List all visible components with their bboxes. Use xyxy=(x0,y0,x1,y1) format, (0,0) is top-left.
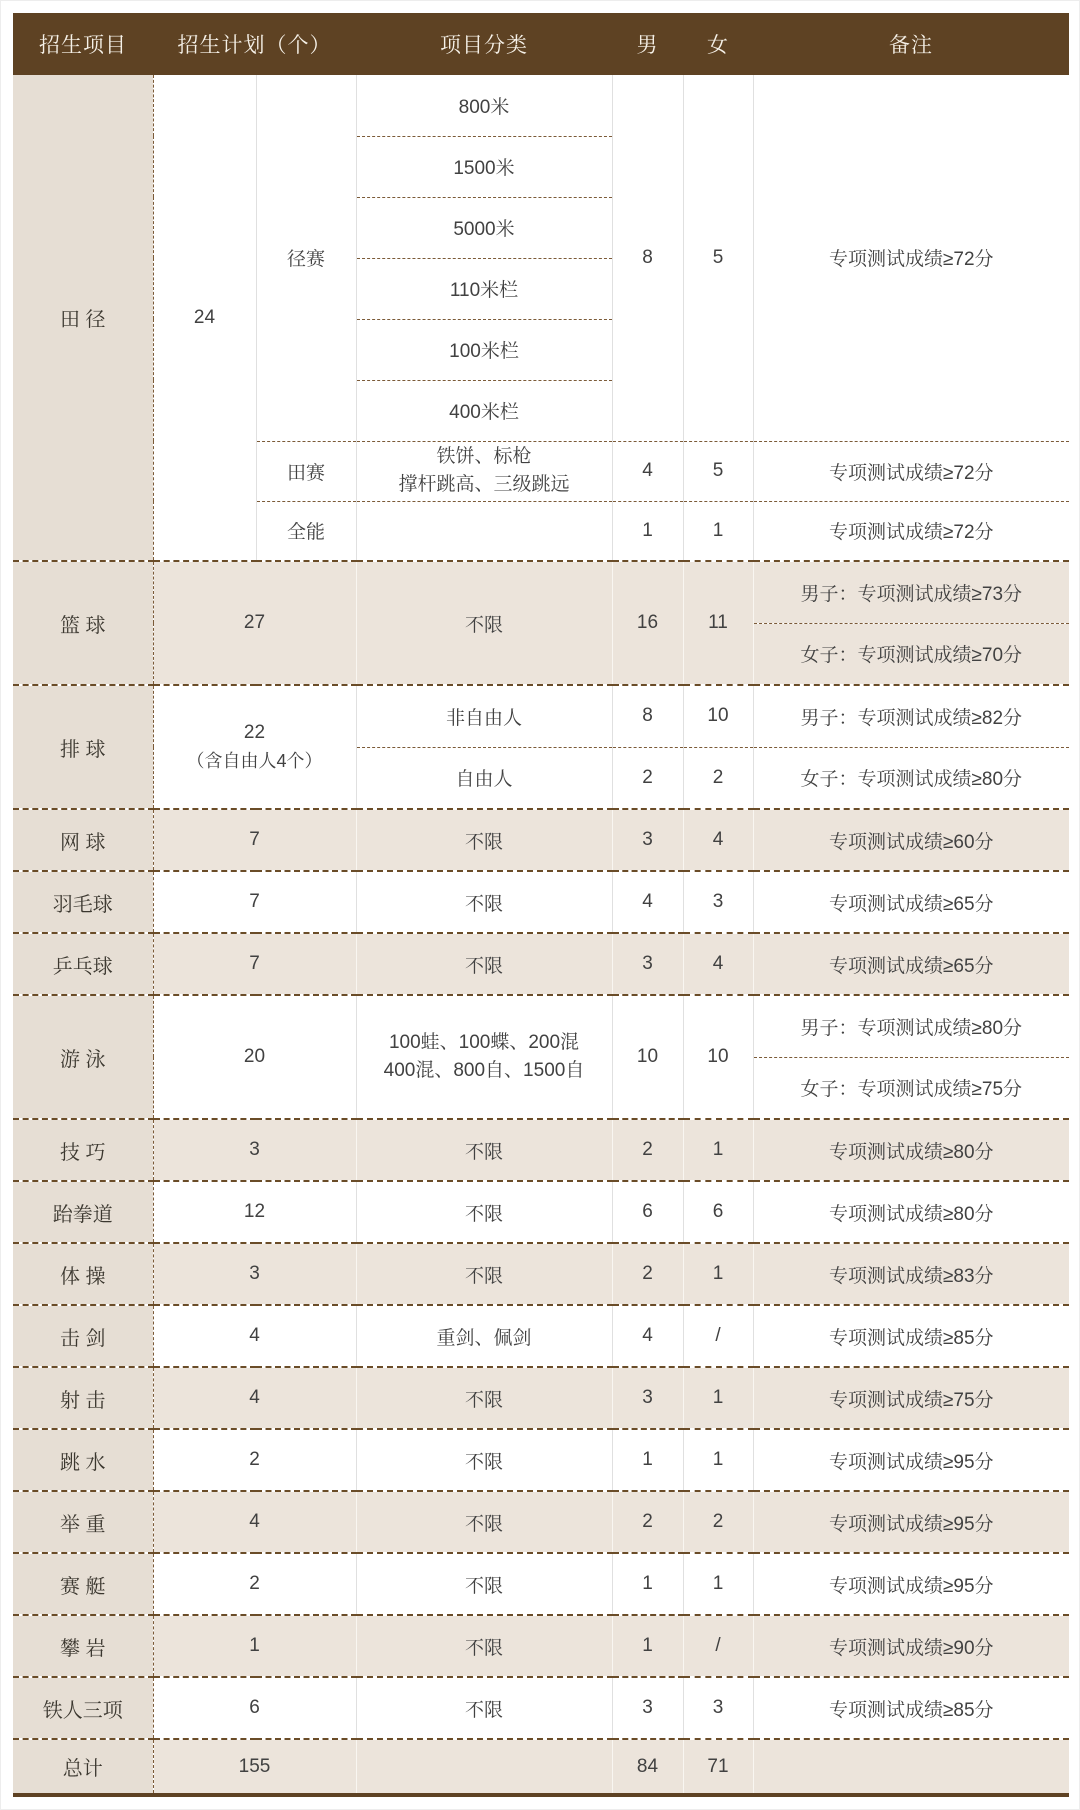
badminton-plan: 7 xyxy=(153,871,356,933)
swimming-category-line2: 400混、800自、1500自 xyxy=(383,1060,585,1081)
taekwondo-plan: 12 xyxy=(153,1181,356,1243)
athletics-project: 田 径 xyxy=(13,75,153,561)
tabletennis-remark: 专项测试成绩≥65分 xyxy=(753,933,1069,995)
basketball-remark-women: 女子：专项测试成绩≥70分 xyxy=(753,623,1069,685)
swimming-plan: 20 xyxy=(153,995,356,1119)
rowing-project: 赛 艇 xyxy=(13,1553,153,1615)
fencing-category: 重剑、佩剑 xyxy=(356,1305,612,1367)
climbing-female: / xyxy=(683,1615,753,1677)
rowing-male: 1 xyxy=(612,1553,683,1615)
volleyball-libero-male: 2 xyxy=(612,747,683,809)
row-climbing xyxy=(13,1615,1069,1677)
gymnastics-plan: 3 xyxy=(153,1243,356,1305)
basketball-category: 不限 xyxy=(356,561,612,685)
athletics-allround-male: 1 xyxy=(612,501,683,561)
athletics-track-event-110h: 110米栏 xyxy=(356,258,612,319)
row-shooting xyxy=(13,1367,1069,1429)
volleyball-plan-note: （含自由人4个） xyxy=(186,750,323,771)
row-taekwondo xyxy=(13,1181,1069,1243)
swimming-female: 10 xyxy=(683,995,753,1119)
climbing-project: 攀 岩 xyxy=(13,1615,153,1677)
fencing-female: / xyxy=(683,1305,753,1367)
volleyball-plan-number: 22 xyxy=(243,722,266,744)
athletics-field-female: 5 xyxy=(683,441,753,501)
volleyball-nonlibero-category: 非自由人 xyxy=(356,685,612,747)
taekwondo-category: 不限 xyxy=(356,1181,612,1243)
triathlon-category: 不限 xyxy=(356,1677,612,1739)
rowing-remark: 专项测试成绩≥95分 xyxy=(753,1553,1069,1615)
swimming-remark-women: 女子：专项测试成绩≥75分 xyxy=(753,1057,1069,1119)
weightlifting-remark: 专项测试成绩≥95分 xyxy=(753,1491,1069,1553)
row-rowing xyxy=(13,1553,1069,1615)
row-gymnastics xyxy=(13,1243,1069,1305)
badminton-category: 不限 xyxy=(356,871,612,933)
climbing-remark: 专项测试成绩≥90分 xyxy=(753,1615,1069,1677)
fencing-remark: 专项测试成绩≥85分 xyxy=(753,1305,1069,1367)
total-male: 84 xyxy=(612,1739,683,1795)
volleyball-project: 排 球 xyxy=(13,685,153,809)
acrobatics-plan: 3 xyxy=(153,1119,356,1181)
athletics-track-event-100h: 100米栏 xyxy=(356,319,612,380)
acrobatics-remark: 专项测试成绩≥80分 xyxy=(753,1119,1069,1181)
row-basketball xyxy=(13,561,1069,623)
taekwondo-male: 6 xyxy=(612,1181,683,1243)
swimming-category xyxy=(356,995,612,1119)
total-remark xyxy=(753,1739,1069,1795)
taekwondo-female: 6 xyxy=(683,1181,753,1243)
total-female: 71 xyxy=(683,1739,753,1795)
tabletennis-plan: 7 xyxy=(153,933,356,995)
athletics-track-event-5000: 5000米 xyxy=(356,197,612,258)
gymnastics-category: 不限 xyxy=(356,1243,612,1305)
athletics-track-male: 8 xyxy=(612,75,683,441)
tabletennis-female: 4 xyxy=(683,933,753,995)
basketball-remark-men: 男子：专项测试成绩≥73分 xyxy=(753,561,1069,623)
rowing-plan: 2 xyxy=(153,1553,356,1615)
triathlon-project: 铁人三项 xyxy=(13,1677,153,1739)
acrobatics-male: 2 xyxy=(612,1119,683,1181)
volleyball-libero-category: 自由人 xyxy=(356,747,612,809)
athletics-field-label: 田赛 xyxy=(256,441,356,501)
rowing-category: 不限 xyxy=(356,1553,612,1615)
climbing-male: 1 xyxy=(612,1615,683,1677)
fencing-plan: 4 xyxy=(153,1305,356,1367)
header-female: 女 xyxy=(683,13,753,75)
taekwondo-project: 跆拳道 xyxy=(13,1181,153,1243)
climbing-plan: 1 xyxy=(153,1615,356,1677)
shooting-plan: 4 xyxy=(153,1367,356,1429)
badminton-male: 4 xyxy=(612,871,683,933)
athletics-field-detail xyxy=(356,441,612,501)
row-swimming xyxy=(13,995,1069,1057)
volleyball-nonlibero-female: 10 xyxy=(683,685,753,747)
diving-female: 1 xyxy=(683,1429,753,1491)
row-tabletennis xyxy=(13,933,1069,995)
volleyball-remark-men: 男子：专项测试成绩≥82分 xyxy=(753,685,1069,747)
athletics-plan: 24 xyxy=(153,75,256,561)
shooting-project: 射 击 xyxy=(13,1367,153,1429)
badminton-remark: 专项测试成绩≥65分 xyxy=(753,871,1069,933)
athletics-track-event-400h: 400米栏 xyxy=(356,380,612,441)
fencing-male: 4 xyxy=(612,1305,683,1367)
tennis-plan: 7 xyxy=(153,809,356,871)
acrobatics-project: 技 巧 xyxy=(13,1119,153,1181)
tabletennis-male: 3 xyxy=(612,933,683,995)
row-fencing xyxy=(13,1305,1069,1367)
tennis-female: 4 xyxy=(683,809,753,871)
basketball-female: 11 xyxy=(683,561,753,685)
weightlifting-female: 2 xyxy=(683,1491,753,1553)
volleyball-nonlibero-male: 8 xyxy=(612,685,683,747)
badminton-female: 3 xyxy=(683,871,753,933)
row-acrobatics xyxy=(13,1119,1069,1181)
athletics-track-female: 5 xyxy=(683,75,753,441)
swimming-project: 游 泳 xyxy=(13,995,153,1119)
basketball-project: 篮 球 xyxy=(13,561,153,685)
row-total xyxy=(13,1739,1069,1795)
diving-category: 不限 xyxy=(356,1429,612,1491)
triathlon-plan: 6 xyxy=(153,1677,356,1739)
gymnastics-female: 1 xyxy=(683,1243,753,1305)
athletics-track-event-1500: 1500米 xyxy=(356,136,612,197)
shooting-category: 不限 xyxy=(356,1367,612,1429)
athletics-allround-female: 1 xyxy=(683,501,753,561)
tabletennis-project: 乒乓球 xyxy=(13,933,153,995)
tennis-project: 网 球 xyxy=(13,809,153,871)
row-badminton xyxy=(13,871,1069,933)
weightlifting-category: 不限 xyxy=(356,1491,612,1553)
volleyball-libero-female: 2 xyxy=(683,747,753,809)
header-project: 招生项目 xyxy=(13,13,153,75)
tennis-category: 不限 xyxy=(356,809,612,871)
row-volleyball-nonlibero xyxy=(13,685,1069,747)
row-weightlifting xyxy=(13,1491,1069,1553)
gymnastics-project: 体 操 xyxy=(13,1243,153,1305)
acrobatics-female: 1 xyxy=(683,1119,753,1181)
volleyball-remark-women: 女子：专项测试成绩≥80分 xyxy=(753,747,1069,809)
shooting-male: 3 xyxy=(612,1367,683,1429)
header-plan: 招生计划（个） xyxy=(153,13,356,75)
weightlifting-male: 2 xyxy=(612,1491,683,1553)
row-triathlon xyxy=(13,1677,1069,1739)
tennis-male: 3 xyxy=(612,809,683,871)
row-tennis xyxy=(13,809,1069,871)
athletics-track-label: 径赛 xyxy=(256,75,356,441)
total-category xyxy=(356,1739,612,1795)
total-project: 总计 xyxy=(13,1739,153,1795)
athletics-field-remark: 专项测试成绩≥72分 xyxy=(753,441,1069,501)
tennis-remark: 专项测试成绩≥60分 xyxy=(753,809,1069,871)
athletics-field-detail-line2: 撑杆跳高、三级跳远 xyxy=(398,474,570,495)
taekwondo-remark: 专项测试成绩≥80分 xyxy=(753,1181,1069,1243)
total-plan: 155 xyxy=(153,1739,356,1795)
gymnastics-remark: 专项测试成绩≥83分 xyxy=(753,1243,1069,1305)
athletics-allround-remark: 专项测试成绩≥72分 xyxy=(753,501,1069,561)
shooting-remark: 专项测试成绩≥75分 xyxy=(753,1367,1069,1429)
triathlon-male: 3 xyxy=(612,1677,683,1739)
athletics-track-remark: 专项测试成绩≥72分 xyxy=(828,249,994,271)
recruitment-table xyxy=(13,13,1069,1797)
row-athletics-track-1 xyxy=(13,75,1069,136)
athletics-field-detail-line1: 铁饼、标枪 xyxy=(436,445,532,467)
header-category: 项目分类 xyxy=(356,13,612,75)
athletics-field-male: 4 xyxy=(612,441,683,501)
volleyball-plan xyxy=(153,685,356,809)
athletics-allround-detail xyxy=(356,501,612,561)
row-diving xyxy=(13,1429,1069,1491)
swimming-male: 10 xyxy=(612,995,683,1119)
diving-plan: 2 xyxy=(153,1429,356,1491)
rowing-female: 1 xyxy=(683,1553,753,1615)
acrobatics-category: 不限 xyxy=(356,1119,612,1181)
fencing-project: 击 剑 xyxy=(13,1305,153,1367)
basketball-male: 16 xyxy=(612,561,683,685)
weightlifting-plan: 4 xyxy=(153,1491,356,1553)
badminton-project: 羽毛球 xyxy=(13,871,153,933)
climbing-category: 不限 xyxy=(356,1615,612,1677)
athletics-allround-label: 全能 xyxy=(256,501,356,561)
header-male: 男 xyxy=(612,13,683,75)
shooting-female: 1 xyxy=(683,1367,753,1429)
diving-male: 1 xyxy=(612,1429,683,1491)
gymnastics-male: 2 xyxy=(612,1243,683,1305)
diving-project: 跳 水 xyxy=(13,1429,153,1491)
diving-remark: 专项测试成绩≥95分 xyxy=(753,1429,1069,1491)
basketball-plan: 27 xyxy=(153,561,356,685)
weightlifting-project: 举 重 xyxy=(13,1491,153,1553)
tabletennis-category: 不限 xyxy=(356,933,612,995)
swimming-category-line1: 100蛙、100蝶、200混 xyxy=(388,1031,580,1053)
header-row xyxy=(13,13,1069,75)
athletics-track-event-800: 800米 xyxy=(356,75,612,136)
header-remark: 备注 xyxy=(753,13,1069,75)
triathlon-remark: 专项测试成绩≥85分 xyxy=(753,1677,1069,1739)
triathlon-female: 3 xyxy=(683,1677,753,1739)
swimming-remark-men: 男子：专项测试成绩≥80分 xyxy=(753,995,1069,1057)
